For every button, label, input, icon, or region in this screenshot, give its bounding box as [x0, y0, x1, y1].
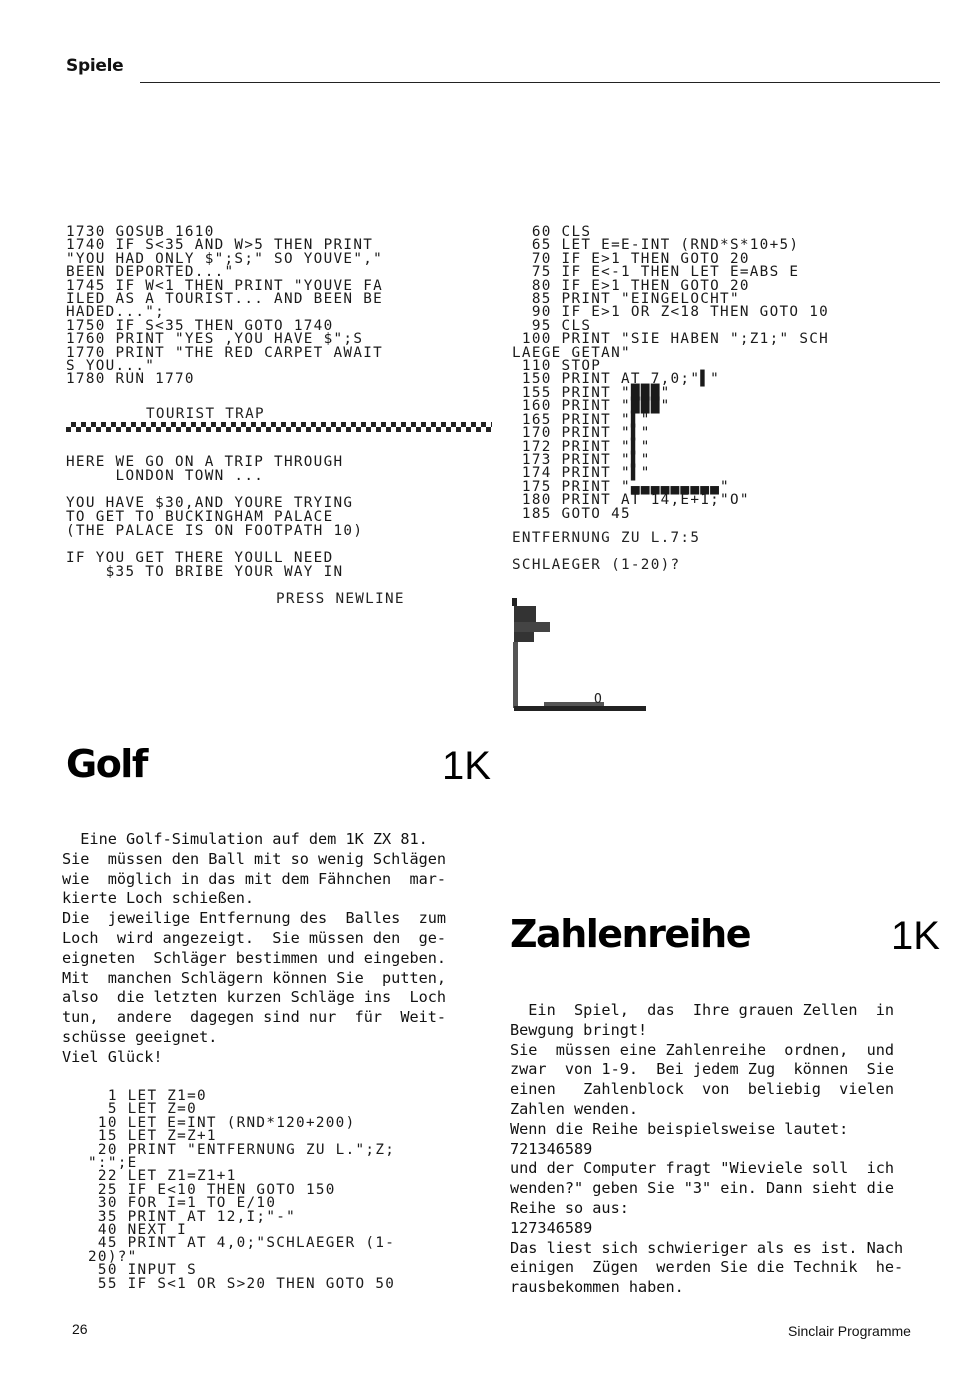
text-line: Reihe so aus: — [510, 1198, 629, 1217]
golf-screen-club-prompt: SCHLAEGER (1-20)? — [512, 557, 681, 573]
code-line: 20)?" — [88, 1248, 138, 1265]
text-line: tun, andere dagegen sind nur für Weit- — [62, 1008, 447, 1027]
code-line: 172 PRINT "▌" — [512, 438, 651, 455]
golf-screen-distance: ENTFERNUNG ZU L.7:5 — [512, 530, 701, 546]
code-line: 40 NEXT I — [88, 1222, 188, 1239]
checkered-border — [66, 422, 492, 432]
zahlenreihe-description — [510, 1001, 903, 1298]
header-rule — [140, 82, 940, 83]
code-line: 1 LET Z1=0 — [88, 1088, 207, 1104]
code-line: 180 PRINT AT 14,E+1;"O" — [512, 492, 750, 509]
golf-course-graphic — [508, 598, 668, 718]
text-line: Die jeweilige Entfernung des Balles zum — [62, 909, 447, 928]
flag-block-1 — [514, 606, 536, 622]
code-line: 25 IF E<10 THEN GOTO 150 — [88, 1181, 336, 1198]
code-line: 15 LET Z=Z+1 — [88, 1128, 217, 1145]
code-line: 1730 GOSUB 1610 — [66, 224, 215, 240]
code-line: 150 PRINT AT 7,0;"▌" — [512, 371, 721, 388]
code-line: 65 LET E=E-INT (RND*S*10+5) — [512, 237, 800, 254]
text-line: einen Zahlenblock von beliebig vielen — [510, 1080, 895, 1099]
code-line: 90 IF E>1 OR Z<18 THEN GOTO 10 — [512, 304, 830, 321]
golf-size-badge: 1K — [442, 744, 491, 788]
code-line: 1745 IF W<1 THEN PRINT "YOUVE FA — [66, 277, 384, 294]
code-line: 1750 IF S<35 THEN GOTO 1740 — [66, 317, 334, 334]
flag-pole — [513, 642, 518, 708]
code-line: 1760 PRINT "YES ,YOU HAVE $";S — [66, 331, 364, 348]
code-line: 80 IF E>1 THEN GOTO 20 — [512, 277, 750, 294]
publication-name: Sinclair Programme — [788, 1323, 911, 1339]
code-line: 110 STOP — [512, 358, 602, 375]
code-line: ":";E — [88, 1155, 138, 1172]
code-line: 100 PRINT "SIE HABEN ";Z1;" SCH — [512, 331, 830, 348]
code-line: 30 FOR I=1 TO E/10 — [88, 1195, 277, 1212]
code-line: 22 LET Z1=Z1+1 — [88, 1168, 237, 1185]
text-line: Viel Glück! — [62, 1047, 163, 1066]
page-number: 26 — [72, 1321, 88, 1337]
code-line: 95 CLS — [512, 317, 592, 334]
code-line: 165 PRINT "▌" — [512, 411, 651, 428]
text-line: Eine Golf-Simulation auf dem 1K ZX 81. — [62, 830, 428, 848]
code-line: 70 IF E>1 THEN GOTO 20 — [512, 250, 750, 267]
text-line: Sie müssen den Ball mit so wenig Schlägen — [62, 849, 447, 868]
code-line: 55 IF S<1 OR S>20 THEN GOTO 50 — [88, 1275, 396, 1292]
golf-title: Golf — [66, 742, 147, 786]
text-line: Ein Spiel, das Ihre grauen Zellen in — [510, 1001, 895, 1019]
text-line: schüsse geeignet. — [62, 1027, 218, 1046]
flag-pole-top — [512, 598, 517, 606]
text-line: kierte Loch schießen. — [62, 889, 255, 908]
golf-listing — [88, 1090, 395, 1291]
code-line: 1770 PRINT "THE RED CARPET AWAIT — [66, 344, 384, 361]
code-line: 10 LET E=INT (RND*120+200) — [88, 1114, 356, 1131]
text-line: eigneten Schläger bestimmen und eingeben. — [62, 948, 447, 967]
text-line: Loch wird angezeigt. Sie müssen den ge- — [62, 928, 447, 947]
code-line: LAEGE GETAN" — [512, 344, 631, 361]
code-line: 1780 RUN 1770 — [66, 371, 195, 388]
text-line: also die letzten kurzen Schläge ins Loch — [62, 988, 447, 1007]
flag-block-3 — [514, 632, 534, 642]
code-line: 60 CLS — [512, 224, 592, 240]
text-line: Bewgung bringt! — [510, 1020, 648, 1039]
text-line: Mit manchen Schlägern können Sie putten, — [62, 968, 447, 987]
text-line: und der Computer fragt "Wieviele soll ich — [510, 1159, 895, 1178]
tourist-screen-output — [66, 456, 363, 579]
code-line: HADED..."; — [66, 304, 166, 321]
code-line: 45 PRINT AT 4,0;"SCHLAEGER (1- — [88, 1235, 396, 1252]
golf-description — [62, 830, 446, 1068]
screen-line: HERE WE GO ON A TRIP THROUGH — [66, 454, 344, 470]
code-line: 174 PRINT "▌" — [512, 465, 651, 482]
code-line: BEEN DEPORTED..." — [66, 264, 235, 281]
golf-listing-continued — [512, 226, 829, 521]
code-line: 170 PRINT "▌" — [512, 425, 651, 442]
screen-line: TO GET TO BUCKINGHAM PALACE — [66, 508, 334, 525]
tourist-trap-listing — [66, 226, 383, 387]
press-newline-prompt: PRESS NEWLINE — [276, 591, 405, 607]
code-line: 155 PRINT "███" — [512, 384, 671, 401]
text-line: zwar von 1-9. Bei jedem Zug können Sie — [510, 1060, 895, 1079]
code-line: 50 INPUT S — [88, 1262, 197, 1279]
code-line: 1740 IF S<35 AND W>5 THEN PRINT — [66, 237, 374, 254]
text-line: wie möglich in das mit dem Fähnchen mar- — [62, 869, 447, 888]
screen-line: (THE PALACE IS ON FOOTPATH 10) — [66, 522, 364, 539]
text-line: Zahlen wenden. — [510, 1099, 639, 1118]
text-line: 721346589 — [510, 1139, 593, 1158]
screen-line: LONDON TOWN ... — [66, 467, 265, 484]
screen-line: YOU HAVE $30,AND YOURE TRYING — [66, 495, 354, 512]
text-line: Sie müssen eine Zahlenreihe ordnen, und — [510, 1040, 895, 1059]
code-line: 160 PRINT "███" — [512, 398, 671, 415]
code-line: 173 PRINT "▌" — [512, 451, 651, 468]
flag-block-2 — [514, 622, 550, 632]
screen-line: $35 TO BRIBE YOUR WAY IN — [66, 563, 344, 580]
code-line: ILED AS A TOURIST... AND BEEN BE — [66, 291, 384, 308]
golf-ball: O — [594, 692, 602, 707]
code-line: 75 IF E<-1 THEN LET E=ABS E — [512, 264, 800, 281]
code-line: S YOU..." — [66, 358, 156, 375]
code-line: 175 PRINT "▄▄▄▄▄▄▄▄▄" — [512, 478, 730, 495]
text-line: einigen Zügen werden Sie die Technik he- — [510, 1258, 904, 1277]
code-line: 35 PRINT AT 12,I;"-" — [88, 1208, 297, 1225]
code-line: 85 PRINT "EINGELOCHT" — [512, 291, 740, 308]
green-line — [514, 706, 646, 711]
code-line: 5 LET Z=0 — [88, 1101, 197, 1118]
section-heading: Spiele — [66, 56, 124, 76]
zahlenreihe-title: Zahlenreihe — [510, 912, 750, 956]
code-line: "YOU HAD ONLY $";S;" SO YOUVE"," — [66, 250, 384, 267]
text-line: Das liest sich schwieriger als es ist. Nach — [510, 1238, 904, 1257]
text-line: rausbekommen haben. — [510, 1278, 684, 1297]
tourist-screen-title: TOURIST TRAP — [146, 406, 265, 422]
text-line: 127346589 — [510, 1218, 593, 1237]
code-line: 20 PRINT "ENTFERNUNG ZU L.";Z; — [88, 1141, 396, 1158]
text-line: wenden?" geben Sie "3" ein. Dann sieht die — [510, 1179, 895, 1198]
screen-line: IF YOU GET THERE YOULL NEED — [66, 549, 334, 566]
text-line: Wenn die Reihe beispielsweise lautet: — [510, 1119, 849, 1138]
code-line: 185 GOTO 45 — [512, 505, 631, 522]
zahlenreihe-size-badge: 1K — [891, 914, 940, 958]
